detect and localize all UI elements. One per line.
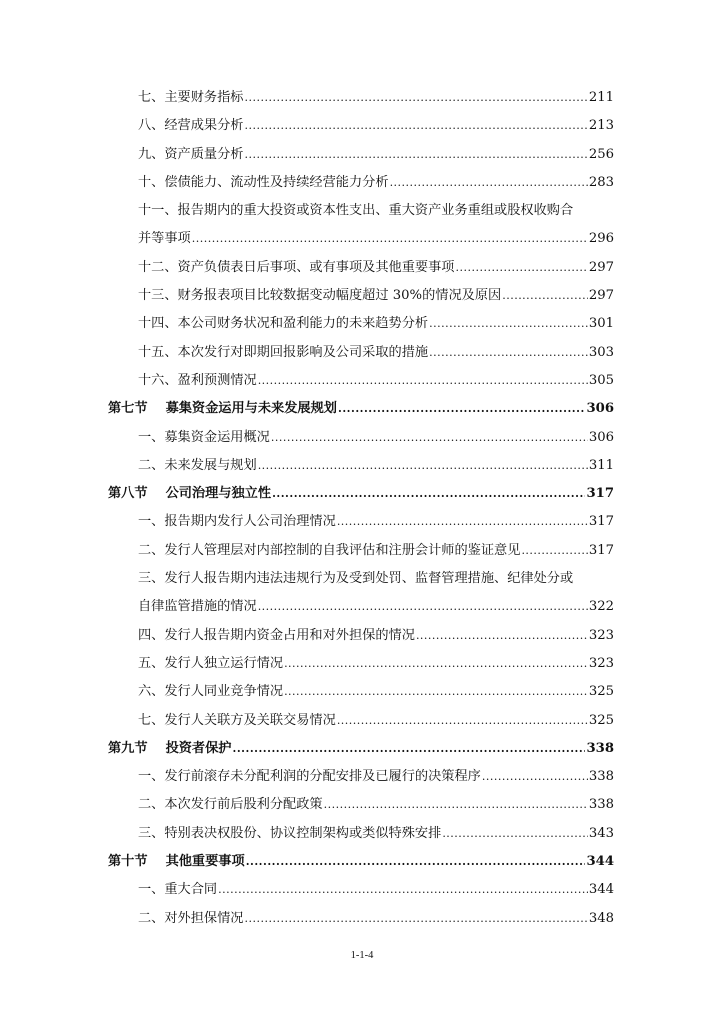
- dot-leader: [337, 707, 588, 735]
- toc-entry-title: 四、发行人报告期内资金占用和对外担保的情况: [138, 627, 415, 643]
- toc-page-number: 297: [588, 288, 614, 304]
- toc-entry[interactable]: [108, 112, 614, 140]
- toc-page-number: 323: [588, 655, 614, 671]
- toc-entry[interactable]: [108, 650, 614, 678]
- toc-entry-title: 八、经营成果分析: [138, 118, 244, 134]
- dot-leader: [258, 452, 588, 480]
- toc-page-number: 213: [588, 118, 614, 134]
- toc-entry-title: 一、募集资金运用概况: [138, 429, 270, 445]
- toc-section-entry[interactable]: [108, 395, 614, 423]
- toc-entry-title: 二、发行人管理层对内部控制的自我评估和注册会计师的鉴证意见: [138, 542, 521, 558]
- dot-leader: [429, 339, 588, 367]
- toc-entry[interactable]: [108, 508, 614, 536]
- dot-leader: [258, 593, 588, 621]
- toc-page-number: 317: [588, 542, 614, 558]
- toc-entry[interactable]: [108, 254, 614, 282]
- toc-entry[interactable]: [108, 820, 614, 848]
- toc-entry-title: 七、发行人关联方及关联交易情况: [138, 712, 336, 728]
- toc-page-number: 306: [588, 429, 614, 445]
- toc-entry-title: 二、对外担保情况: [138, 910, 244, 926]
- toc-entry[interactable]: [108, 225, 614, 253]
- dot-leader: [218, 876, 588, 904]
- toc-page-number: 297: [588, 259, 614, 275]
- toc-entry-title: 一、重大合同: [138, 882, 218, 898]
- toc-section-entry[interactable]: [108, 848, 614, 876]
- toc-page-number: 338: [588, 769, 614, 785]
- toc-page-number: 344: [586, 854, 614, 870]
- toc-entry[interactable]: [108, 169, 614, 197]
- toc-entry-title: 十二、资产负债表日后事项、或有事项及其他重要事项: [138, 259, 455, 275]
- toc-entry-title: 自律监管措施的情况: [138, 599, 257, 615]
- toc-page-number: 344: [588, 882, 614, 898]
- toc-section-entry[interactable]: [108, 735, 614, 763]
- toc-entry[interactable]: [108, 622, 614, 650]
- dot-leader: [192, 225, 588, 253]
- dot-leader: [284, 678, 588, 706]
- toc-entry[interactable]: [108, 876, 614, 904]
- toc-page-number: 301: [588, 316, 614, 332]
- toc-entry-title: 募集资金运用与未来发展规划: [165, 401, 337, 417]
- toc-entry[interactable]: [108, 84, 614, 112]
- toc-entry[interactable]: [108, 593, 614, 621]
- toc-entry-title: 十一、报告期内的重大投资或资本性支出、重大资产业务重组或股权收购合: [138, 203, 574, 219]
- dot-leader: [271, 424, 588, 452]
- dot-leader: [284, 650, 588, 678]
- toc-entry-title: 五、发行人独立运行情况: [138, 655, 284, 671]
- toc-entry[interactable]: [108, 452, 614, 480]
- toc-entry[interactable]: [108, 282, 614, 310]
- toc-entry-title: 一、发行前滚存未分配利润的分配安排及已履行的决策程序: [138, 769, 481, 785]
- table-of-contents: [108, 84, 614, 933]
- toc-page-number: 303: [588, 344, 614, 360]
- dot-leader: [246, 848, 586, 876]
- toc-entry-title: 一、报告期内发行人公司治理情况: [138, 514, 336, 530]
- page-footer-number: 1-1-4: [350, 950, 374, 961]
- toc-entry[interactable]: [108, 791, 614, 819]
- toc-page-number: 322: [588, 599, 614, 615]
- toc-entry-title: 九、资产质量分析: [138, 146, 244, 162]
- toc-page-number: 296: [588, 231, 614, 247]
- toc-entry[interactable]: [108, 707, 614, 735]
- toc-section-number: 第八节: [108, 486, 148, 502]
- dot-leader: [338, 395, 585, 423]
- toc-page-number: 311: [588, 457, 614, 473]
- toc-entry[interactable]: [108, 537, 614, 565]
- toc-page-number: 325: [588, 684, 614, 700]
- toc-entry-title: 十四、本公司财务状况和盈利能力的未来趋势分析: [138, 316, 429, 332]
- toc-page-number: 256: [588, 146, 614, 162]
- dot-leader: [429, 310, 588, 338]
- toc-entry-title: 十六、盈利预测情况: [138, 372, 257, 388]
- toc-section-number: 第十节: [108, 854, 148, 870]
- toc-page-number: 211: [588, 90, 614, 105]
- dot-leader: [502, 282, 588, 310]
- toc-entry-title: 三、发行人报告期内违法违规行为及受到处罚、监督管理措施、纪律处分或: [138, 571, 574, 587]
- dot-leader: [245, 141, 588, 169]
- toc-entry-title: 三、特别表决权股份、协议控制架构或类似特殊安排: [138, 825, 442, 841]
- toc-page-number: 317: [588, 514, 614, 530]
- toc-page-number: 325: [588, 712, 614, 728]
- dot-leader: [272, 480, 585, 508]
- toc-entry[interactable]: [108, 678, 614, 706]
- toc-entry-title: 二、本次发行前后股利分配政策: [138, 797, 323, 813]
- toc-entry-title: 十、偿债能力、流动性及持续经营能力分析: [138, 174, 389, 190]
- toc-entry-line[interactable]: [108, 565, 614, 593]
- toc-page-number: 317: [586, 486, 614, 502]
- toc-page-number: 306: [586, 401, 614, 417]
- dot-leader: [521, 537, 587, 565]
- toc-entry-title: 二、未来发展与规划: [138, 457, 257, 473]
- toc-entry-title: 投资者保护: [165, 740, 232, 756]
- toc-entry[interactable]: [108, 367, 614, 395]
- toc-entry-title: 七、主要财务指标: [138, 90, 244, 105]
- toc-page-number: 343: [588, 825, 614, 841]
- dot-leader: [324, 791, 588, 819]
- toc-entry-title: 十五、本次发行对即期回报影响及公司采取的措施: [138, 344, 429, 360]
- dot-leader: [245, 905, 588, 933]
- toc-entry[interactable]: [108, 905, 614, 933]
- toc-page-number: 323: [588, 627, 614, 643]
- toc-entry[interactable]: [108, 141, 614, 169]
- dot-leader: [258, 367, 588, 395]
- toc-section-number: 第九节: [108, 740, 148, 756]
- toc-page-number: 283: [588, 174, 614, 190]
- dot-leader: [416, 622, 588, 650]
- toc-page-number: 348: [588, 910, 614, 926]
- toc-entry-title: 十三、财务报表项目比较数据变动幅度超过 30%的情况及原因: [138, 288, 502, 304]
- dot-leader: [245, 84, 588, 112]
- toc-entry[interactable]: [108, 763, 614, 791]
- dot-leader: [245, 112, 588, 140]
- toc-entry-title: 六、发行人同业竞争情况: [138, 684, 284, 700]
- dot-leader: [390, 169, 588, 197]
- dot-leader: [233, 735, 586, 763]
- toc-entry[interactable]: [108, 339, 614, 367]
- toc-section-entry[interactable]: [108, 480, 614, 508]
- toc-page-number: 305: [588, 372, 614, 388]
- dot-leader: [456, 254, 588, 282]
- dot-leader: [337, 508, 588, 536]
- toc-page-number: 338: [588, 797, 614, 813]
- toc-entry-line[interactable]: [108, 197, 614, 225]
- toc-entry[interactable]: [108, 310, 614, 338]
- toc-section-number: 第七节: [108, 401, 148, 417]
- toc-entry-title: 公司治理与独立性: [165, 486, 272, 502]
- toc-entry-title: 并等事项: [138, 231, 191, 247]
- toc-entry[interactable]: [108, 424, 614, 452]
- dot-leader: [442, 820, 588, 848]
- toc-entry-title: 其他重要事项: [165, 854, 245, 870]
- dot-leader: [482, 763, 588, 791]
- toc-page-number: 338: [586, 740, 614, 756]
